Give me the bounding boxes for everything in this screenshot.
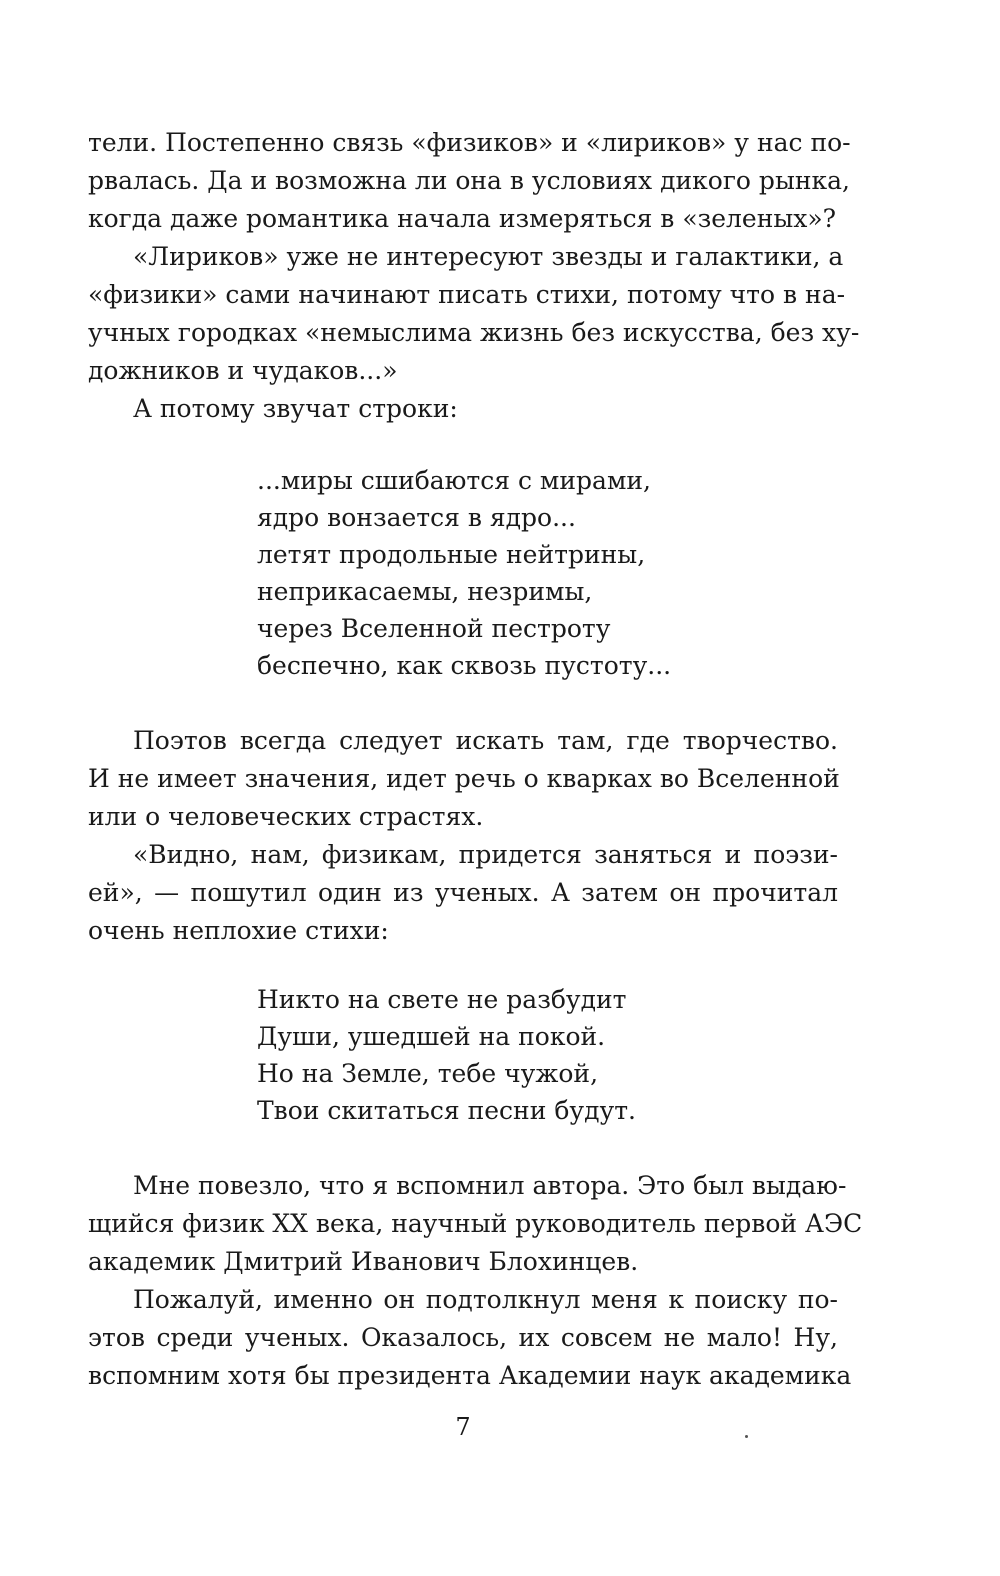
text-line: учных городках «немыслима жизнь без искусства, без ху- bbox=[88, 318, 860, 347]
text-line: рвалась. Да и возможна ли она в условиях дикого рынка, bbox=[88, 166, 850, 195]
text-line: или о человеческих страстях. bbox=[88, 802, 484, 831]
verse-line: летят продольные нейтрины, bbox=[257, 540, 646, 569]
verse-line: через Вселенной пестроту bbox=[257, 614, 611, 643]
verse-line: Никто на свете не разбудит bbox=[257, 985, 627, 1014]
scan-speck bbox=[745, 1435, 748, 1438]
text-line: Пожалуй, именно он подтолкнул меня к поиску по- bbox=[133, 1285, 838, 1314]
text-line: Мне повезло, что я вспомнил автора. Это был выдаю- bbox=[133, 1171, 847, 1200]
text-line: «Лириков» уже не интересуют звезды и галактики, а bbox=[133, 242, 844, 271]
verse-line: ядро вонзается в ядро... bbox=[257, 503, 576, 532]
text-line: когда даже романтика начала измеряться в «зеленых»? bbox=[88, 204, 837, 233]
text-line: И не имеет значения, идет речь о кварках во Вселенной bbox=[88, 764, 840, 793]
text-line: тели. Постепенно связь «физиков» и «лириков» у нас по- bbox=[88, 128, 851, 157]
text-line: очень неплохие стихи: bbox=[88, 916, 389, 945]
verse-line: Души, ушедшей на покой. bbox=[257, 1022, 606, 1051]
verse-line: неприкасаемы, незримы, bbox=[257, 577, 593, 606]
text-line: «физики» сами начинают писать стихи, потому что в на- bbox=[88, 280, 846, 309]
verse-line: ...миры сшибаются с мирами, bbox=[257, 466, 651, 495]
text-line: «Видно, нам, физикам, придется заняться и поэзи- bbox=[133, 840, 838, 869]
text-line: академик Дмитрий Иванович Блохинцев. bbox=[88, 1247, 639, 1276]
verse-line: беспечно, как сквозь пустоту... bbox=[257, 651, 672, 680]
text-line: А потому звучат строки: bbox=[133, 394, 458, 423]
text-line: ей», — пошутил один из ученых. А затем он прочитал bbox=[88, 878, 838, 907]
verse-line: Но на Земле, тебе чужой, bbox=[257, 1059, 599, 1088]
page-number: 7 bbox=[455, 1413, 471, 1441]
verse-line: Твои скитаться песни будут. bbox=[257, 1096, 636, 1125]
text-line: Поэтов всегда следует искать там, где творчество. bbox=[133, 726, 838, 755]
text-line: дожников и чудаков...» bbox=[88, 356, 398, 385]
text-line: вспомним хотя бы президента Академии наук академика bbox=[88, 1361, 852, 1390]
text-line: этов среди ученых. Оказалось, их совсем не мало! Ну, bbox=[88, 1323, 838, 1352]
text-line: щийся физик XX века, научный руководитель первой АЭС bbox=[88, 1209, 863, 1238]
